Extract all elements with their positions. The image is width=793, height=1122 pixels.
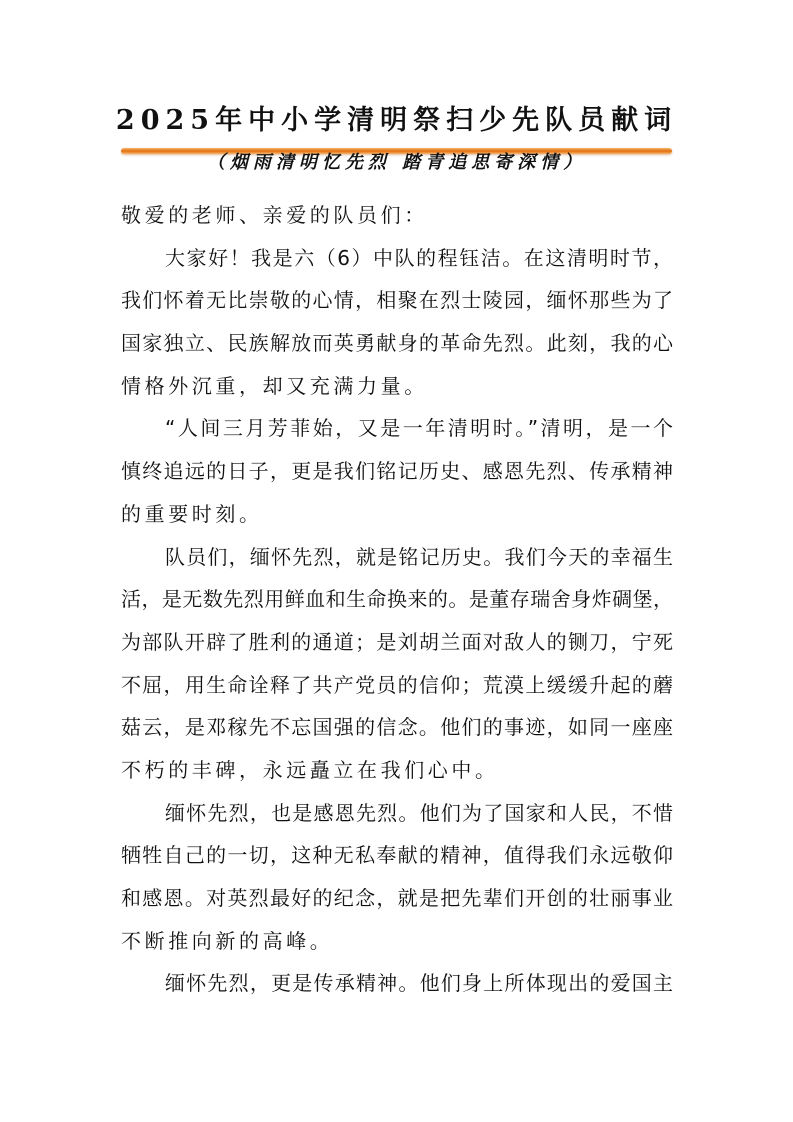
paragraph [121,194,673,237]
paragraph-line: 缅怀先烈，也是感恩先烈。他们为了国家和人民，不惜 [165,800,673,825]
paragraph [121,536,673,792]
paragraph-line: 为部队开辟了胜利的通道；是刘胡兰面对敌人的铡刀，宁死 [121,629,673,654]
paragraph-line: “人间三月芳菲始，又是一年清明时。”清明，是一个 [165,416,673,441]
paragraph-line: 我们怀着无比崇敬的心情，相聚在烈士陵园，缅怀那些为了 [121,288,673,313]
paragraph [121,237,673,408]
paragraph-line: 和感恩。对英烈最好的纪念，就是把先辈们开创的壮丽事业 [121,886,673,910]
paragraph-line: 国家独立、民族解放而英勇献身的革命先烈。此刻，我的心 [121,331,673,356]
paragraph-line: 不朽的丰碑，永远矗立在我们心中。 [121,757,499,782]
document-title: 2025年中小学清明祭扫少先队员献词 [115,105,678,136]
paragraph-line: 情格外沉重，却又充满力量。 [121,373,428,398]
paragraph-line: 不断推向新的高峰。 [121,928,334,953]
paragraph [121,407,673,535]
paragraph-line: 活，是无数先烈用鲜血和生命换来的。是董存瑞舍身炸碉堡， [121,587,673,612]
paragraph-line: 大家好！我是六（6）中队的程钰洁。在这清明时节， [165,245,673,270]
paragraph-line: 慎终追远的日子，更是我们铭记历史、感恩先烈、传承精神 [121,459,673,484]
paragraph-line: 菇云，是邓稼先不忘国强的信念。他们的事迹，如同一座座 [121,715,673,740]
paragraph [121,962,673,1005]
paragraph-line: 队员们，缅怀先烈，就是铭记历史。我们今天的幸福生 [165,544,673,569]
document-body [121,194,673,1005]
paragraph-line: 牺牲自己的一切，这种无私奉献的精神，值得我们永远敬仰 [121,843,673,868]
paragraph-line: 不屈，用生命诠释了共产党员的信仰；荒漠上缓缓升起的蘑 [121,672,673,697]
paragraph [121,792,673,963]
paragraph-line: 缅怀先烈，更是传承精神。他们身上所体现出的爱国主 [165,971,673,996]
paragraph-line: 敬爱的老师、亲爱的队员们： [121,203,428,227]
paragraph-line: 的重要时刻。 [121,501,263,526]
document-subtitle: （烟雨清明忆先烈 踏青追思寄深情） [206,152,587,173]
